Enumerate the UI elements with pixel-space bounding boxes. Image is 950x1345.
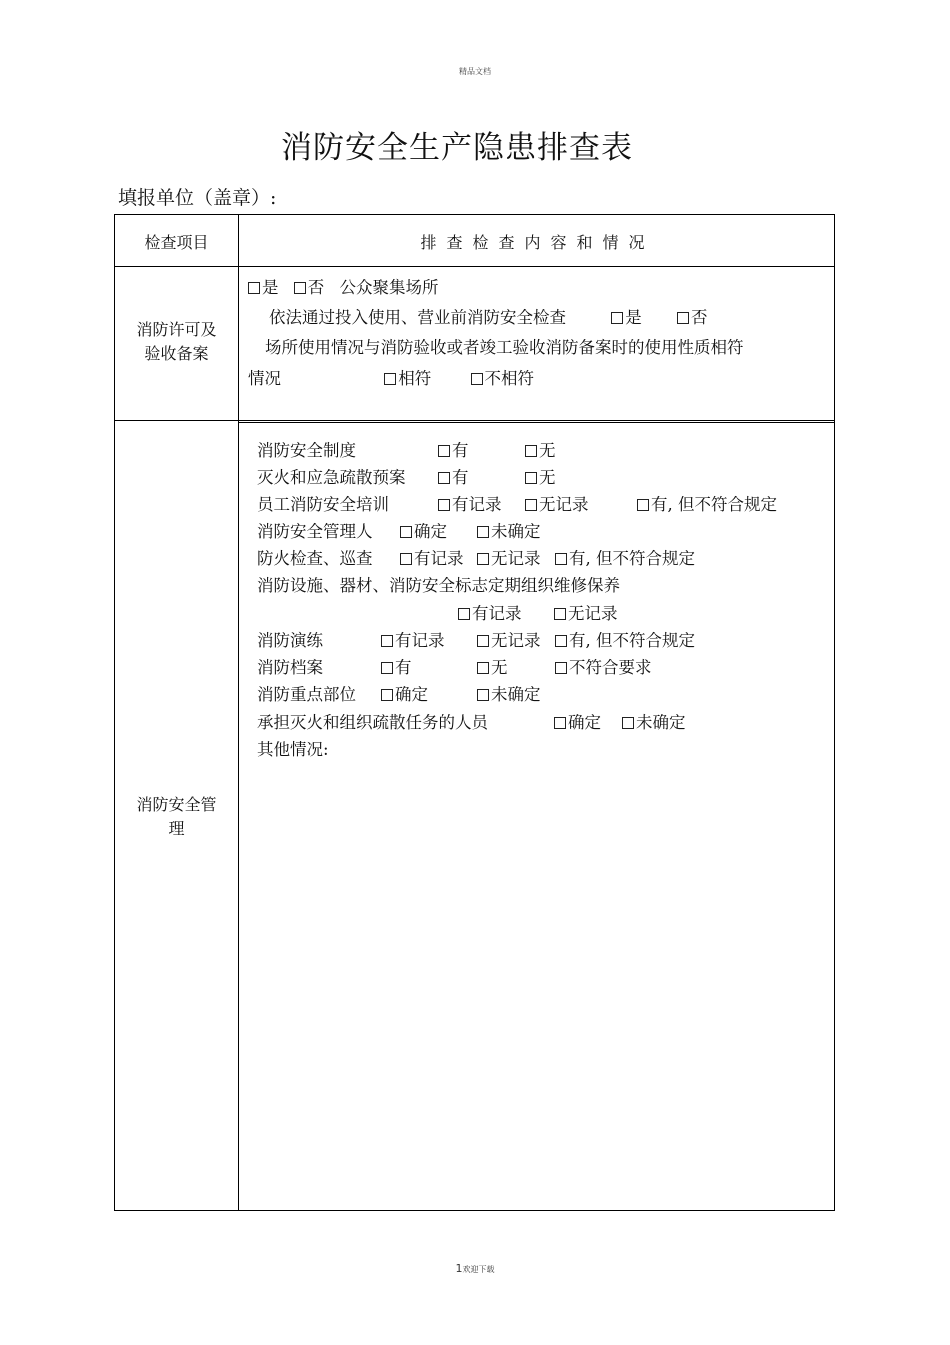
checkbox-option[interactable]: 有记录: [381, 627, 477, 651]
permit-row-text: 依法通过投入使用、营业前消防安全检查: [269, 308, 566, 327]
checkbox-option[interactable]: 未确定: [477, 518, 541, 542]
checkbox-icon[interactable]: [477, 526, 489, 538]
checkbox-option[interactable]: 有记录: [400, 545, 477, 569]
checkbox-icon[interactable]: [637, 499, 649, 511]
page-number: 1: [455, 1262, 463, 1275]
checkbox-option[interactable]: 不符合要求: [555, 654, 652, 678]
column-header-content: 排查检查内容和情况: [420, 233, 655, 252]
page-title: 消防安全生产隐患排查表: [281, 130, 633, 166]
checkbox-icon[interactable]: [294, 282, 306, 294]
page-footer: [0, 1262, 950, 1275]
section-label-permit-line2: 验收备案: [144, 344, 209, 363]
section-label-management-line2: 理: [168, 819, 185, 838]
section-label-permit-line1: 消防许可及: [136, 320, 217, 339]
checkbox-option[interactable]: 未确定: [477, 681, 541, 705]
row-divider-section-double: [238, 422, 835, 423]
checkbox-option[interactable]: 无: [477, 654, 555, 678]
checkbox-icon[interactable]: [438, 445, 450, 457]
checkbox-option[interactable]: 否: [677, 304, 708, 328]
checkbox-icon[interactable]: [438, 499, 450, 511]
checkbox-icon[interactable]: [381, 662, 393, 674]
inspection-table: [114, 214, 835, 1211]
checkbox-option[interactable]: 有记录: [458, 600, 554, 624]
checkbox-icon[interactable]: [248, 282, 260, 294]
checkbox-option[interactable]: 确定: [381, 681, 477, 705]
checkbox-option[interactable]: 有, 但不符合规定: [555, 627, 695, 651]
checkbox-icon[interactable]: [471, 373, 483, 385]
checkbox-option[interactable]: 无记录: [525, 491, 637, 515]
permit-row-text: 公众聚集场所: [339, 278, 439, 297]
checkbox-icon[interactable]: [477, 553, 489, 565]
checkbox-option[interactable]: 确定: [400, 518, 477, 542]
checkbox-icon[interactable]: [400, 553, 412, 565]
checkbox-icon[interactable]: [555, 662, 567, 674]
checkbox-option[interactable]: 不相符: [471, 365, 535, 389]
row-divider-header: [115, 266, 834, 267]
mgmt-row-staff-training: 员工消防安全培训 有记录 无记录 有, 但不符合规定: [257, 491, 777, 515]
checkbox-icon[interactable]: [525, 472, 537, 484]
mgmt-row-evacuation-plan: 灭火和应急疏散预案 有 无: [257, 464, 556, 488]
checkbox-option[interactable]: 无记录: [554, 600, 618, 624]
permit-row-public-venue: [248, 274, 439, 298]
checkbox-icon[interactable]: [677, 312, 689, 324]
mgmt-row-fire-archive: 消防档案 有 无 不符合要求: [257, 654, 652, 678]
section-label-permit: [115, 318, 238, 366]
checkbox-option[interactable]: 相符: [384, 365, 431, 389]
permit-row-text: 情况: [248, 369, 281, 388]
checkbox-option[interactable]: 无: [525, 464, 556, 488]
checkbox-option[interactable]: 有, 但不符合规定: [637, 491, 777, 515]
mgmt-row-maintenance: 消防设施、器材、消防安全标志定期组织维修保养: [257, 576, 620, 595]
checkbox-icon[interactable]: [400, 526, 412, 538]
checkbox-icon[interactable]: [554, 717, 566, 729]
column-header-item: 检查项目: [144, 233, 209, 252]
checkbox-option[interactable]: 否: [294, 274, 325, 298]
checkbox-icon[interactable]: [477, 689, 489, 701]
checkbox-icon[interactable]: [622, 717, 634, 729]
checkbox-option[interactable]: 是: [611, 304, 642, 328]
checkbox-icon[interactable]: [477, 662, 489, 674]
checkbox-icon[interactable]: [555, 553, 567, 565]
checkbox-option[interactable]: 无记录: [477, 545, 555, 569]
unit-label: 填报单位（盖章）:: [118, 187, 277, 209]
checkbox-icon[interactable]: [381, 689, 393, 701]
checkbox-icon[interactable]: [525, 445, 537, 457]
checkbox-option[interactable]: 有: [438, 437, 525, 461]
section-label-management-line1: 消防安全管: [136, 795, 217, 814]
checkbox-icon[interactable]: [458, 608, 470, 620]
checkbox-option[interactable]: 无记录: [477, 627, 555, 651]
checkbox-option[interactable]: 无: [525, 437, 556, 461]
checkbox-icon[interactable]: [438, 472, 450, 484]
mgmt-row-key-areas: 消防重点部位 确定 未确定: [257, 681, 541, 705]
mgmt-row-other: 其他情况:: [257, 740, 329, 759]
permit-row-usage-result: [248, 365, 534, 389]
mgmt-row-fire-patrol: 防火检查、巡查 有记录 无记录 有, 但不符合规定: [257, 545, 695, 569]
footer-text: 欢迎下载: [462, 1265, 495, 1274]
checkbox-option[interactable]: 未确定: [622, 709, 686, 733]
checkbox-icon[interactable]: [525, 499, 537, 511]
mgmt-row-safety-manager: 消防安全管理人 确定 未确定: [257, 518, 541, 542]
checkbox-icon[interactable]: [384, 373, 396, 385]
mgmt-row-fire-drill: 消防演练 有记录 无记录 有, 但不符合规定: [257, 627, 695, 651]
checkbox-option[interactable]: 是: [248, 274, 279, 298]
checkbox-icon[interactable]: [477, 635, 489, 647]
row-divider-section: [115, 420, 834, 421]
checkbox-icon[interactable]: [554, 608, 566, 620]
mgmt-row-safety-system: 消防安全制度 有 无: [257, 437, 556, 461]
header-note: 精品文档: [459, 67, 491, 76]
section-label-management: [115, 793, 238, 841]
permit-row-usage-match: 场所使用情况与消防验收或者竣工验收消防备案时的使用性质相符: [265, 338, 744, 357]
permit-row-pre-opening-check: [269, 304, 708, 328]
mgmt-row-responsible-staff: 承担灭火和组织疏散任务的人员 确定 未确定: [257, 709, 686, 733]
checkbox-option[interactable]: 有, 但不符合规定: [555, 545, 695, 569]
checkbox-option[interactable]: 有: [438, 464, 525, 488]
column-divider: [238, 215, 239, 1210]
checkbox-icon[interactable]: [381, 635, 393, 647]
checkbox-option[interactable]: 确定: [554, 709, 622, 733]
checkbox-option[interactable]: 有记录: [438, 491, 525, 515]
checkbox-icon[interactable]: [555, 635, 567, 647]
mgmt-row-maintenance-options: [458, 600, 618, 624]
checkbox-option[interactable]: 有: [381, 654, 477, 678]
checkbox-icon[interactable]: [611, 312, 623, 324]
